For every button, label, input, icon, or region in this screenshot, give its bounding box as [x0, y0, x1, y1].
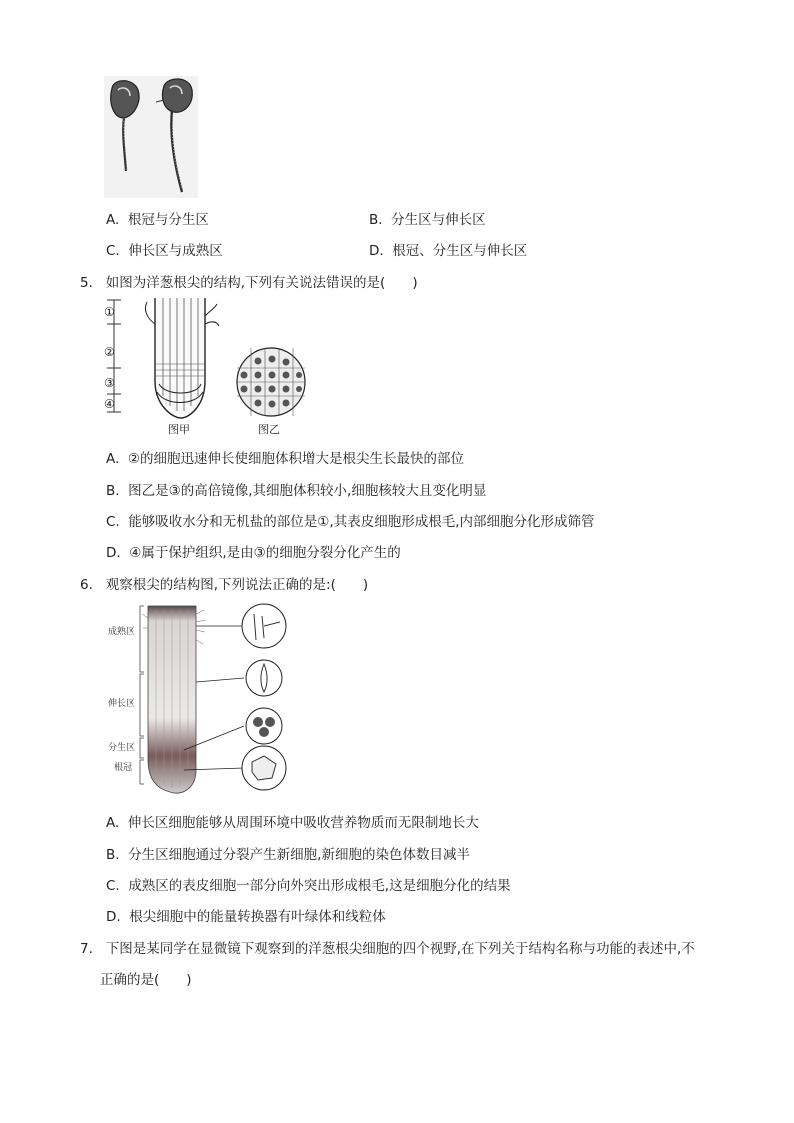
question-6: [80, 573, 368, 593]
option-text: 根尖细胞中的能量转换器有叶绿体和线粒体: [129, 909, 386, 925]
label-2: ②: [104, 345, 115, 359]
zone-label-meristem: 分生区: [108, 743, 136, 753]
label-4: ④: [104, 397, 115, 411]
seedling-figure: [104, 76, 198, 198]
question-number: 6.: [80, 577, 93, 593]
question-stem-line2: 正确的是( ): [100, 972, 192, 988]
option-text: 伸长区细胞能够从周围环境中吸收营养物质而无限制地长大: [127, 815, 479, 831]
question-7: [80, 937, 695, 957]
onion-root-tip-figure: [103, 296, 313, 438]
q5-option-a[interactable]: [106, 447, 464, 467]
option-letter: B.: [106, 847, 120, 863]
caption-right: 图乙: [258, 423, 280, 436]
option-text: 图乙是③的高倍镜像,其细胞体积较小,细胞核较大且变化明显: [128, 483, 487, 499]
question-stem: 如图为洋葱根尖的结构,下列有关说法错误的是( ): [105, 275, 418, 291]
option-letter: A.: [106, 815, 120, 831]
zone-label-maturation: 成熟区: [108, 627, 136, 637]
option-letter: D.: [106, 545, 121, 561]
root-structure-figure: [104, 600, 300, 800]
option-text: ②的细胞迅速伸长使细胞体积增大是根尖生长最快的部位: [127, 451, 464, 467]
option-letter: B.: [369, 212, 383, 228]
option-letter: A.: [106, 451, 120, 467]
question-number: 7.: [80, 941, 93, 957]
zone-label-elongation: 伸长区: [108, 699, 136, 709]
option-letter: B.: [106, 483, 120, 499]
q6-option-b[interactable]: [106, 843, 470, 863]
question-stem: 观察根尖的结构图,下列说法正确的是:( ): [105, 577, 369, 593]
option-letter: A.: [106, 212, 120, 228]
caption-left: 图甲: [168, 423, 190, 436]
option-text: 伸长区与成熟区: [128, 243, 223, 259]
q6-option-d[interactable]: [106, 905, 386, 925]
q5-option-c[interactable]: [106, 510, 595, 530]
q6-option-a[interactable]: [106, 811, 479, 831]
label-3: ③: [104, 376, 115, 390]
label-1: ①: [104, 305, 115, 319]
option-letter: C.: [106, 243, 120, 259]
question-7-line2: [100, 968, 192, 988]
q4-option-c[interactable]: [106, 239, 223, 259]
option-letter: D.: [106, 909, 121, 925]
option-text: ④属于保护组织,是由③的细胞分裂分化产生的: [129, 545, 401, 561]
option-text: 成熟区的表皮细胞一部分向外突出形成根毛,这是细胞分化的结果: [128, 878, 511, 894]
q4-option-b[interactable]: [369, 208, 486, 228]
q4-option-d[interactable]: [369, 239, 527, 259]
question-stem-line1: 下图是某同学在显微镜下观察到的洋葱根尖细胞的四个视野,在下列关于结构名称与功能的表述中,不: [105, 941, 695, 957]
option-text: 分生区细胞通过分裂产生新细胞,新细胞的染色体数目减半: [128, 847, 470, 863]
option-text: 能够吸收水分和无机盐的部位是①,其表皮细胞形成根毛,内部细胞分化形成筛管: [128, 514, 595, 530]
q6-option-c[interactable]: [106, 874, 511, 894]
option-text: 根冠与分生区: [127, 212, 209, 228]
q5-option-d[interactable]: [106, 541, 401, 561]
option-text: 分生区与伸长区: [391, 212, 486, 228]
q4-option-a[interactable]: [106, 208, 209, 228]
question-number: 5.: [80, 275, 93, 291]
option-letter: C.: [106, 878, 120, 894]
option-letter: C.: [106, 514, 120, 530]
question-5: [80, 271, 418, 291]
option-text: 根冠、分生区与伸长区: [392, 243, 528, 259]
zone-label-rootcap: 根冠: [114, 763, 133, 773]
option-letter: D.: [369, 243, 384, 259]
q5-option-b[interactable]: [106, 479, 486, 499]
